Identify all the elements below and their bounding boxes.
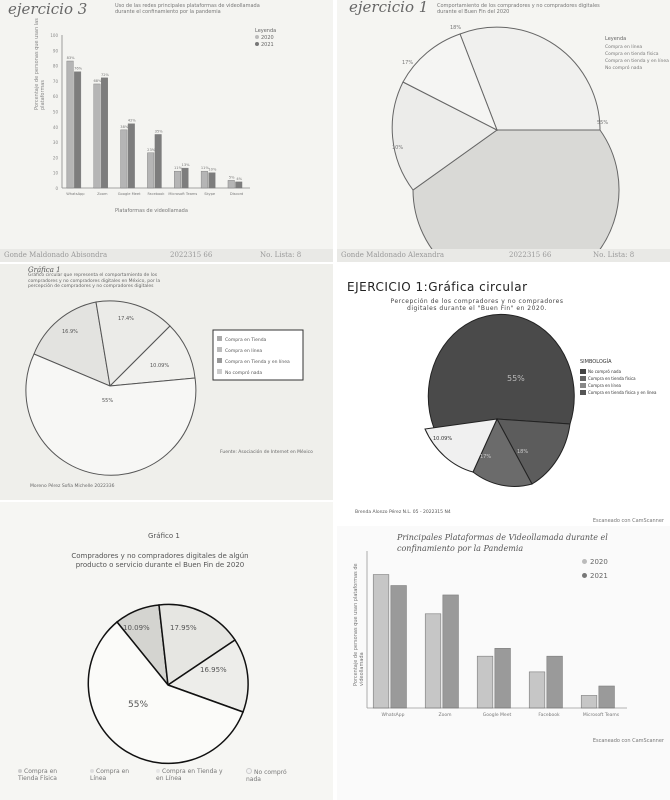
panel-pie-chart-3 <box>0 264 333 500</box>
x-tick-label: Google Meet <box>117 192 141 196</box>
y-tick-label: 0 <box>55 186 58 191</box>
panel-subtitle: Gráfico circular que representa el comportamiento de los compradores y no compradores digitales en México, por la percepción de compradores y no compradores digitales <box>28 273 161 289</box>
x-tick-label: Discord <box>229 192 244 196</box>
y-tick-label: 50 <box>52 109 58 115</box>
bar <box>581 695 597 708</box>
legend-swatch <box>580 390 586 395</box>
legend-item: Compra en tienda y en línea <box>605 59 669 64</box>
x-tick-label: Microsoft Teams <box>582 713 620 718</box>
bar <box>235 182 242 188</box>
legend <box>605 44 669 72</box>
legend-swatch <box>217 358 222 363</box>
panel-subtitle: Percepción de los compradores y no compradores digitales durante el "Buen Fin" en 2020. <box>390 298 564 312</box>
legend-item: Compra en línea <box>225 349 263 354</box>
panel-pie-chart-2 <box>337 0 670 262</box>
y-tick-label: 20 <box>52 155 58 161</box>
pie-chart-3 <box>0 264 333 500</box>
footer-id: 2022315 66 <box>509 251 552 259</box>
legend <box>225 335 290 379</box>
bar-value-label: 4% <box>236 176 243 181</box>
bar-value-label: 5% <box>228 175 235 180</box>
legend-swatch <box>217 369 222 374</box>
bar <box>599 686 615 708</box>
pie-label: 55% <box>597 120 609 126</box>
y-tick-label: 70 <box>52 78 58 84</box>
footer-id: 2022315 66 <box>170 251 213 259</box>
x-tick-label: Zoom <box>97 192 108 196</box>
panel-title: ejercicio 1 <box>349 0 429 16</box>
legend-item: Compra en Tienda <box>225 338 267 343</box>
bar <box>373 575 389 708</box>
pie-label: 55% <box>507 374 525 383</box>
panel-subtitle: Uso de las redes principales plataformas de videollamada durante el confinamiento por la pandemia <box>115 3 260 15</box>
legend-item: No compró nada <box>605 66 643 71</box>
panel-bar-chart-1 <box>0 0 333 262</box>
x-tick-label: Google Meet <box>482 713 512 718</box>
bar <box>425 614 441 708</box>
x-tick-label: WhatsApp <box>381 713 405 718</box>
pie-label: 16.9% <box>62 329 78 335</box>
bar <box>391 586 407 708</box>
legend-item-2020: 2020 <box>255 35 274 41</box>
y-tick-label: 80 <box>52 63 58 69</box>
pie-label: 10.09% <box>150 363 170 369</box>
panel-heading: Gráfico 1 <box>148 532 180 540</box>
legend-title: Leyenda <box>255 28 277 34</box>
x-axis-label: Plataformas de videollamada <box>115 208 188 214</box>
bar <box>121 130 128 188</box>
legend-item: Compra en Tienda y en Línea <box>156 768 223 782</box>
panel-title: EJERCICIO 1:Gráfica circular <box>347 280 528 294</box>
y-tick-label: 30 <box>52 140 58 146</box>
footer-name: Gonde Maldonado Alexandra <box>341 251 445 259</box>
bar-value-label: 76% <box>74 66 83 71</box>
pie-label: 10% <box>392 145 404 151</box>
pie-label: 18% <box>450 25 462 31</box>
bar <box>67 61 74 188</box>
bar <box>228 180 235 188</box>
bar-value-label: 10% <box>208 167 217 172</box>
legend-title: Leyenda <box>605 36 627 42</box>
legend-item: No compró nada <box>246 769 287 783</box>
bar-chart-6 <box>337 526 670 800</box>
legend-item: No compró nada <box>225 371 263 376</box>
footer-list: No. Lista: 8 <box>260 251 302 259</box>
bar-value-label: 72% <box>100 72 109 77</box>
panel-pie-chart-5 <box>0 502 333 800</box>
legend-swatch <box>217 347 222 352</box>
bar-value-label: 11% <box>174 166 183 171</box>
panel-bar-chart-6 <box>337 526 670 800</box>
bar <box>529 672 545 708</box>
bar-value-label: 35% <box>154 129 163 134</box>
panel-heading: Gráfica 1 <box>28 266 61 274</box>
x-tick-label: Microsoft Teams <box>168 192 198 196</box>
pie-label: 10.09% <box>123 624 150 632</box>
bar <box>101 78 108 188</box>
legend-item: Compra en Tienda y en línea <box>225 360 290 365</box>
y-axis-label: Porcentaje de personas que usan las plataformas <box>34 18 46 110</box>
y-axis-label: Porcentaje de personas que usan plataformas de videollamada <box>353 563 365 686</box>
bar <box>201 171 208 188</box>
x-tick-label: WhatsApp <box>66 192 85 196</box>
legend-swatch <box>580 369 586 374</box>
pie-label: 55% <box>102 398 114 404</box>
pie-label: 17.95% <box>170 624 197 632</box>
bar <box>128 124 135 188</box>
bar <box>147 153 154 188</box>
scanner-note: Escaneado con CamScanner <box>592 518 664 524</box>
bar <box>94 84 101 188</box>
panel-subtitle: Compradores y no compradores digitales de algún producto o servicio durante el Buen Fin de 2020 <box>71 552 249 569</box>
legend-item: Compra en línea <box>605 45 643 50</box>
pie-label: 55% <box>128 700 149 710</box>
pie-label: 10.09% <box>433 436 453 442</box>
legend-swatch <box>580 376 586 381</box>
legend-item: Compra en Línea <box>90 768 130 782</box>
legend-item-2021: 2021 <box>582 572 608 580</box>
bar-value-label: 42% <box>127 118 136 123</box>
x-tick-label: Facebook <box>538 713 560 718</box>
panel-title: Principales Plataformas de Videollamada durante el confinamiento por la Pandemia <box>397 533 608 553</box>
bar-value-label: 23% <box>147 147 156 152</box>
panel-pie-chart-4 <box>337 264 670 526</box>
legend-item: Compra en línea <box>588 383 621 388</box>
bar <box>174 171 181 188</box>
bar <box>495 648 511 708</box>
x-tick-label: Skype <box>204 192 216 196</box>
legend <box>588 368 656 396</box>
legend-item: Compra en Tienda Física <box>18 768 58 782</box>
bar <box>182 168 189 188</box>
footer-list: No. Lista: 8 <box>593 251 635 259</box>
source-note: Fuente: Asociación de Internet en México <box>220 450 313 455</box>
legend-title: SIMBOLOGÍA <box>580 359 612 365</box>
footer-text: Brenda Alonzo Pérez N.L. 05 - 2022315 N4 <box>355 510 451 515</box>
scanner-note: Escaneado con CamScanner <box>592 738 664 744</box>
bar <box>209 173 216 188</box>
legend-item: Compra en tienda física <box>605 52 659 57</box>
x-tick-label: Facebook <box>147 192 165 196</box>
pie-label: 17.4% <box>118 316 134 322</box>
panel-footer <box>0 249 333 262</box>
pie-chart-5 <box>0 502 333 800</box>
legend-item-2021: 2021 <box>255 42 274 48</box>
panel-footer <box>337 249 670 262</box>
y-tick-label: 40 <box>52 124 58 130</box>
pie-label: 18% <box>517 449 529 455</box>
bar-value-label: 38% <box>120 124 129 129</box>
legend-item-2020: 2020 <box>582 558 608 566</box>
bar <box>155 134 162 188</box>
y-tick-label: 90 <box>52 48 58 54</box>
panel-title: ejercicio 3 <box>8 0 88 18</box>
bar <box>547 656 563 708</box>
y-tick-label: 10 <box>52 170 58 176</box>
legend-swatch <box>580 383 586 388</box>
legend-item: Compra en tienda física <box>588 376 636 381</box>
bar <box>74 72 81 188</box>
bar <box>443 595 459 708</box>
y-tick-label: 60 <box>52 94 58 100</box>
pie-label: 17% <box>402 60 414 66</box>
y-tick-label: 100 <box>50 33 58 38</box>
legend-swatch <box>217 336 222 341</box>
bar-value-label: 13% <box>181 163 190 168</box>
legend-item: No compró nada <box>588 369 622 374</box>
x-tick-label: Zoom <box>438 713 452 718</box>
legend-item: Compra en tienda física y en línea <box>588 390 657 395</box>
bar-value-label: 68% <box>93 78 102 83</box>
bar-chart-1 <box>0 0 333 262</box>
footer-name: Gonde Maldonado Abisondra <box>4 251 108 259</box>
bar <box>477 656 493 708</box>
panel-subtitle: Comportamiento de los compradores y no compradores digitales durante el Buen Fin del 2020 <box>437 3 600 15</box>
footer-text: Moreno Pérez Sofía Michelle 2022336 <box>30 484 115 489</box>
pie-label: 16.95% <box>200 666 227 674</box>
pie-2 <box>392 27 619 262</box>
pie-label: 17% <box>480 454 492 460</box>
bar-value-label: 11% <box>200 166 209 171</box>
bar-value-label: 83% <box>66 56 75 61</box>
